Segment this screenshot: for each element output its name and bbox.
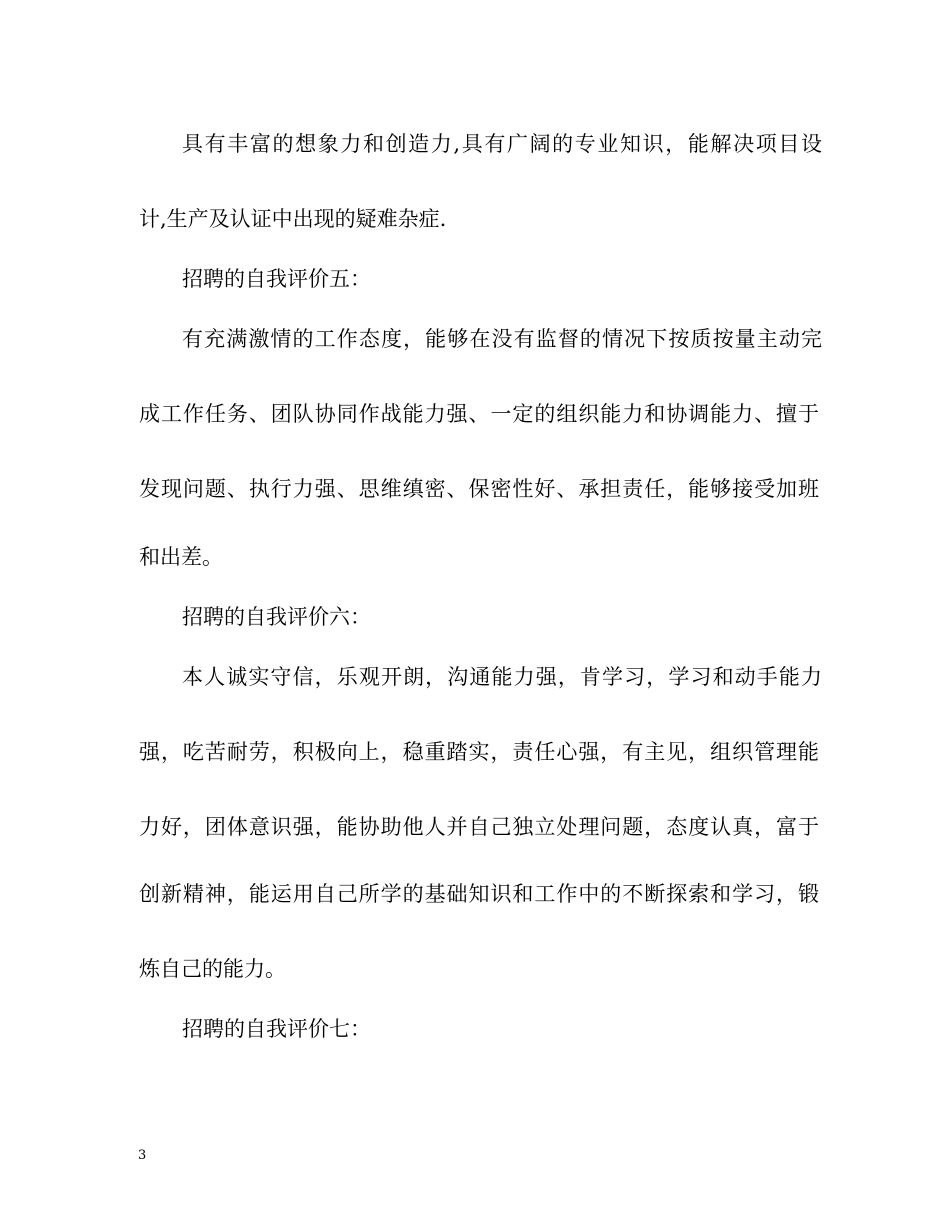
paragraph-line: 有充满激情的工作态度，能够在没有监督的情况下按质按量主动完 — [182, 327, 822, 351]
paragraph-line: 具有丰富的想象力和创造力,具有广阔的专业知识，能解决项目设 — [182, 132, 822, 156]
paragraph-line: 炼自己的能力。 — [139, 957, 286, 981]
paragraph-line: 力好，团体意识强，能协助他人并自己独立处理问题，态度认真，富于 — [139, 815, 819, 839]
paragraph-line: 发现问题、执行力强、思维缜密、保密性好、承担责任，能够接受加班 — [139, 477, 819, 501]
paragraph-line: 成工作任务、团队协同作战能力强、一定的组织能力和协调能力、擅于 — [139, 402, 819, 426]
paragraph-line: 和出差。 — [139, 545, 223, 569]
paragraph-line: 计,生产及认证中出现的疑难杂症. — [139, 207, 447, 231]
page-number: 3 — [138, 1148, 147, 1163]
paragraph-line: 创新精神，能运用自己所学的基础知识和工作中的不断探索和学习，锻 — [139, 882, 819, 906]
section-heading: 招聘的自我评价七： — [182, 1017, 371, 1041]
section-heading: 招聘的自我评价五： — [182, 267, 371, 291]
paragraph-line: 本人诚实守信，乐观开朗，沟通能力强，肯学习，学习和动手能力 — [182, 665, 822, 689]
paragraph-line: 强，吃苦耐劳，积极向上，稳重踏实，责任心强，有主见，组织管理能 — [139, 740, 819, 764]
section-heading: 招聘的自我评价六： — [182, 605, 371, 629]
